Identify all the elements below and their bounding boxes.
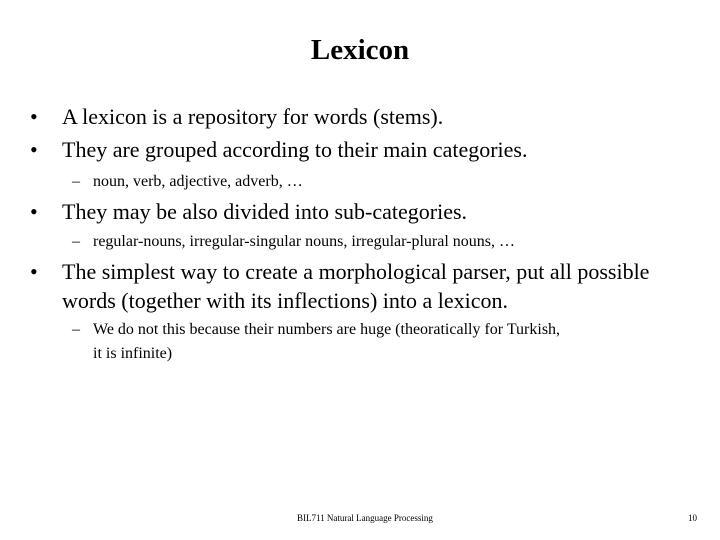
bullet-text: A lexicon is a repository for words (stems). (62, 104, 444, 129)
sub-bullet-marker: – (72, 321, 80, 338)
bullet-marker: • (30, 137, 38, 162)
bullet-text: They may be also divided into sub-categories. (62, 199, 468, 224)
sub-bullet-text: regular-nouns, irregular-singular nouns, irregular-plural nouns, … (93, 233, 516, 250)
bullet-text: The simplest way to create a morphological parser, put all possible (62, 259, 650, 284)
bullet-marker: • (30, 199, 38, 224)
bullet-marker: • (30, 259, 38, 284)
bullet-text: They are grouped according to their main categories. (62, 137, 528, 162)
sub-bullet-text: it is infinite) (93, 345, 173, 362)
sub-bullet-text: We do not this because their numbers are huge (theoratically for Turkish, (93, 321, 561, 338)
sub-bullet-marker: – (72, 233, 80, 250)
bullet-text: words (together with its inflections) into a lexicon. (62, 288, 509, 313)
sub-bullet-marker: – (72, 173, 80, 190)
sub-bullet-text: noun, verb, adjective, adverb, … (93, 173, 303, 190)
footer-page-number: 10 (688, 513, 697, 523)
slide-title: Lexicon (310, 34, 410, 66)
footer-course: BIL711 Natural Language Processing (297, 513, 433, 523)
bullet-marker: • (30, 104, 38, 129)
